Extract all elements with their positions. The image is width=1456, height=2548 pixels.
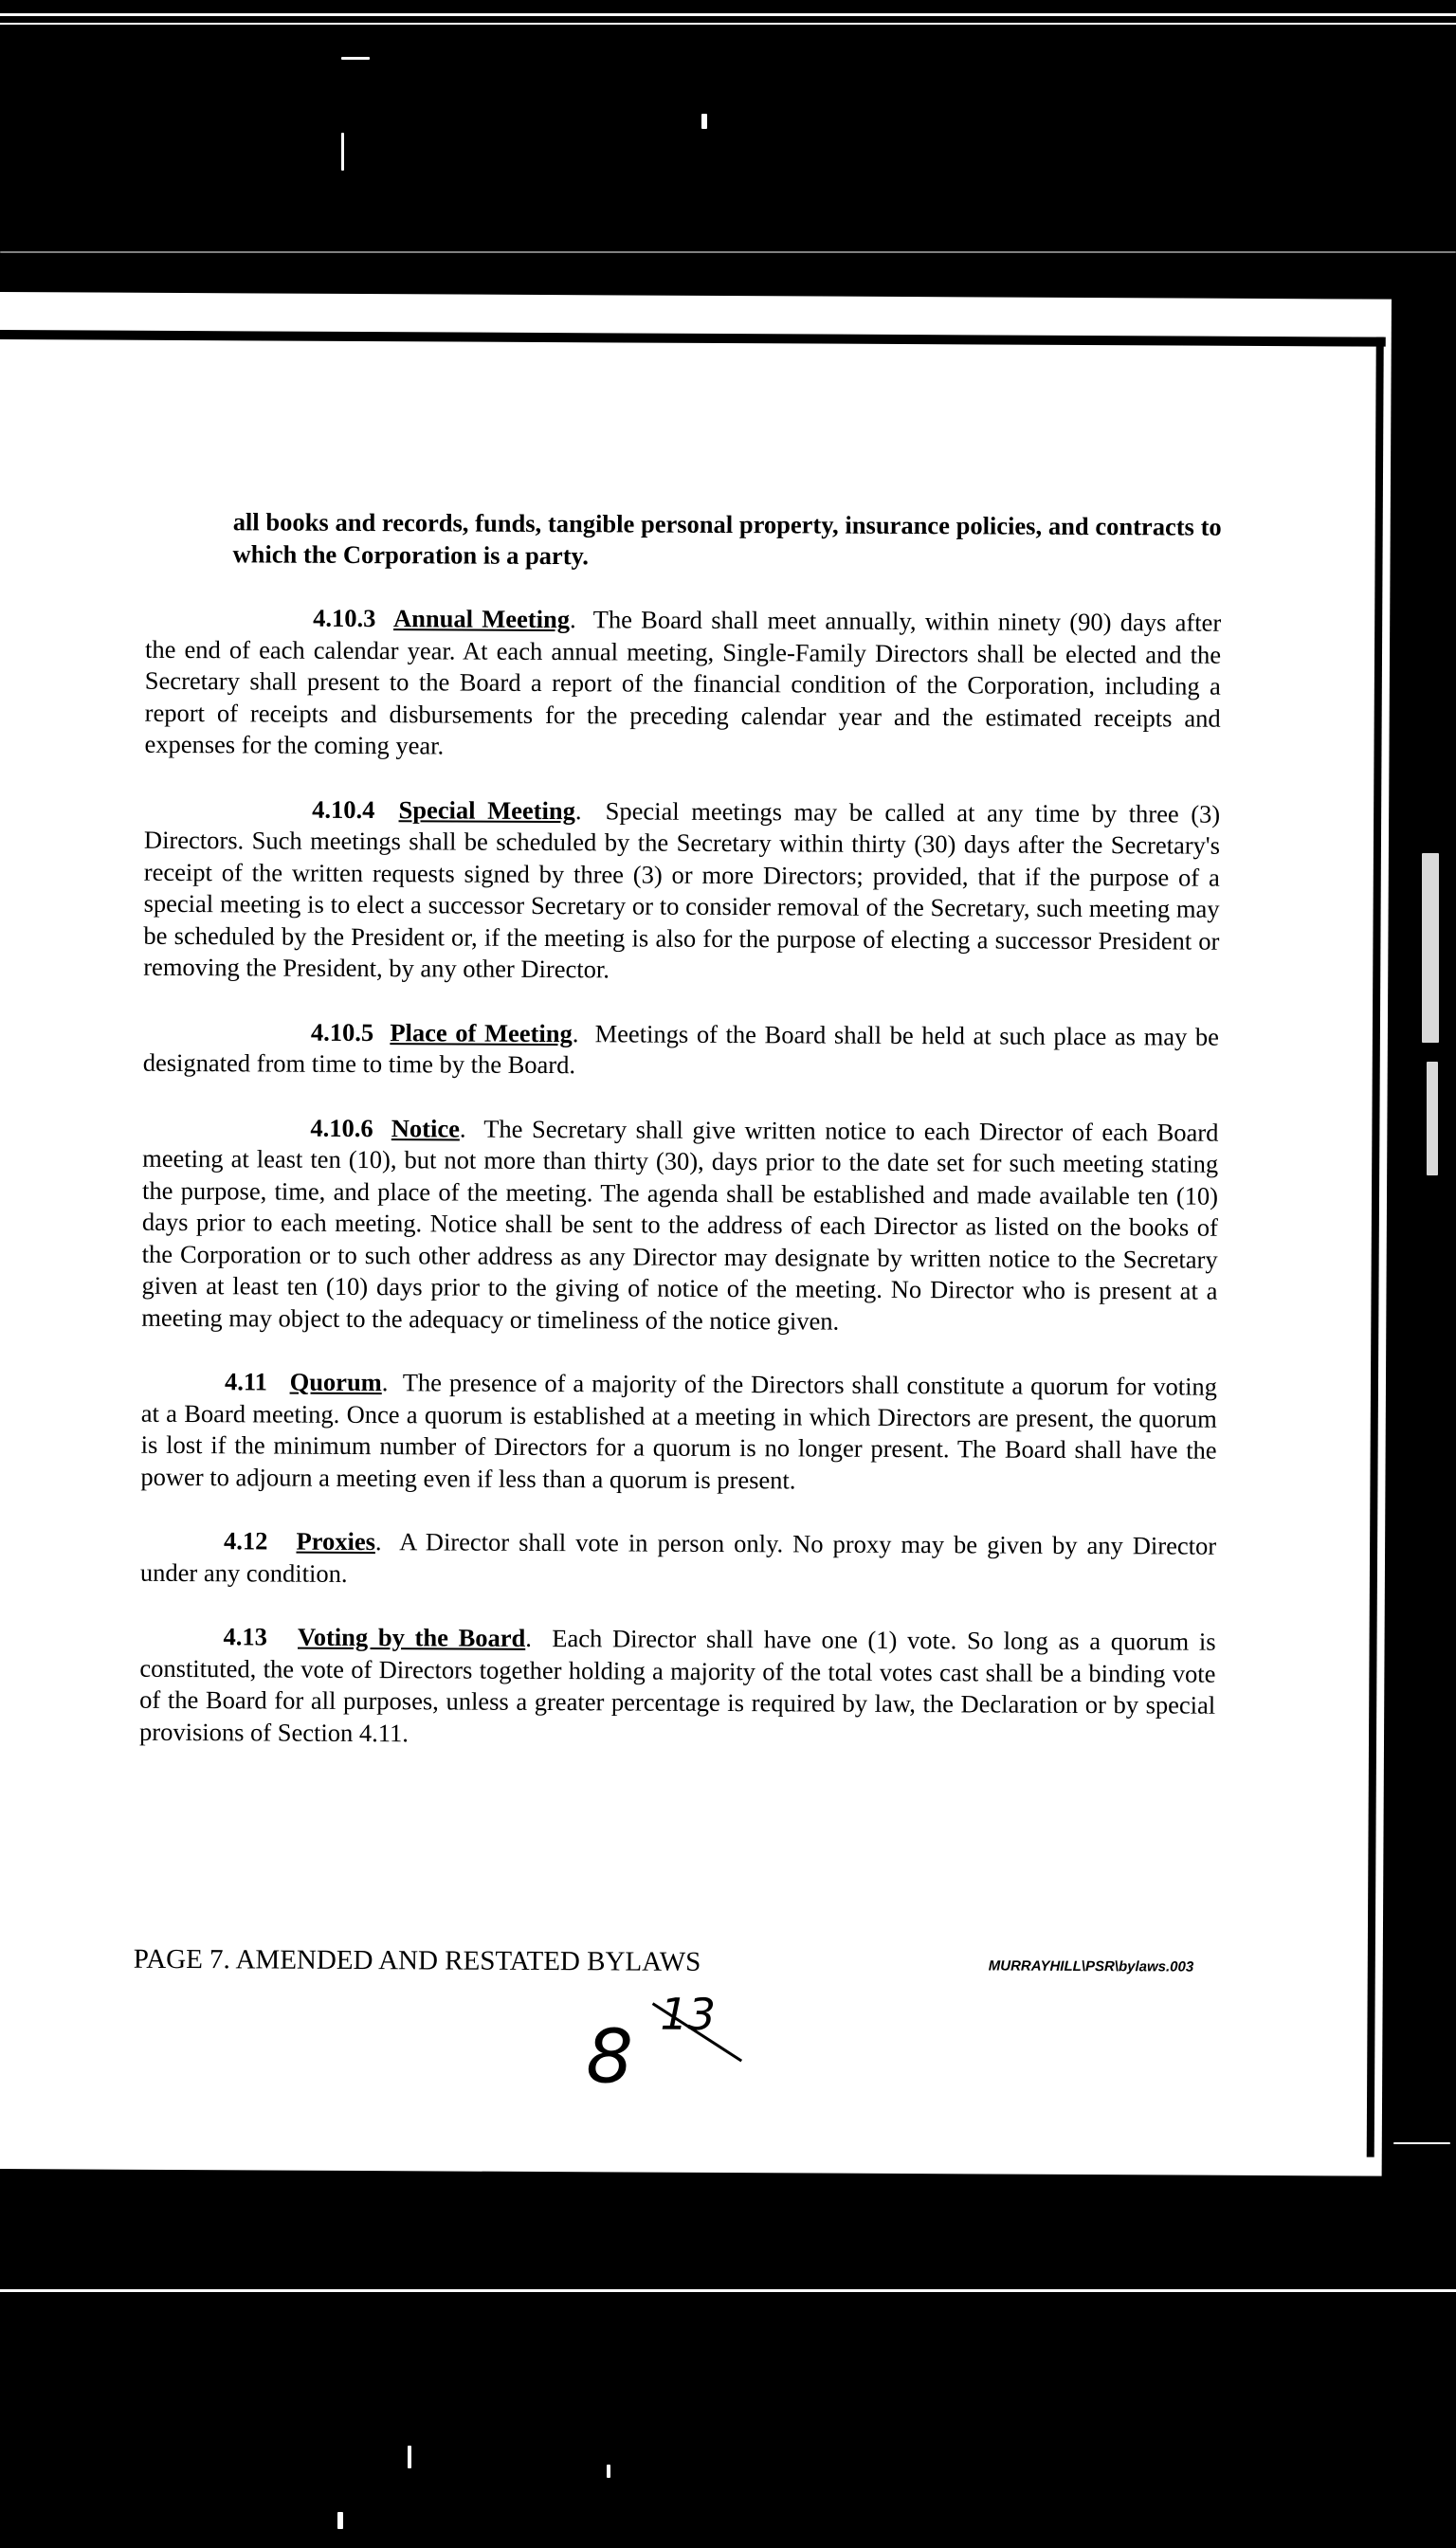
section-4-13: 4.13 Voting by the Board. Each Director shall have one (1) vote. So long as a quorum is constituted, the vote of Directors together holding a majority of the total votes cast shall be a binding vote of the Board for all purposes, unless a greater percentage is required by law, the Declaration or by special provisions of Section 4.11. [138,1622,1216,1747]
section-4-10-3: 4.10.3 Annual Meeting. The Board shall meet annually, within ninety (90) days after the end of each calendar year. At each annual meeting, Single-Family Directors shall be elected and the Secretary shall present to the Board a report of the financial condition of the Corporation, including a report of receipts and disbursements for the preceding calendar year and the estimated receipts and expenses for the coming year. [144,603,1222,760]
scan-speck [1393,2142,1450,2144]
scan-speck [337,2512,343,2529]
scan-speck [408,2446,411,2468]
section-number: 4.10.5 [310,1017,374,1046]
handwritten-page: 8 [586,2014,634,2101]
section-4-10-5: 4.10.5 Place of Meeting. Meetings of the Board shall be held at such place as may be designated from time to time by the Board. [142,1017,1220,1080]
scan-speck [341,133,344,171]
section-number: 4.12 [224,1526,268,1556]
section-number: 4.10.3 [313,603,376,633]
page-top-shadow [0,330,1386,347]
scan-speck [701,114,707,129]
section-number: 4.13 [223,1622,268,1651]
section-heading: Place of Meeting [390,1017,573,1047]
scan-top-rule [0,13,1456,16]
section-heading: Proxies [296,1526,376,1556]
section-heading: Quorum [289,1367,382,1397]
section-body: Special meetings may be called at any time by three (3) Directors. Such meetings shall be scheduled by the Secretary within thirty (30) days after the Secretary's receipt of the written requests signed by three (3) or more Directors; provided, that if the purpose of a special meeting is to elect a successor Secretary or to consider removal of the Secretary, such meeting may be scheduled by the President or, if the meeting is also for the purpose of electing a successor President or removing the President, by any other Director. [143,795,1221,984]
section-body: The presence of a majority of the Directors shall constitute a quorum for voting at a Board meeting. Once a quorum is established at a meeting in which Directors are present, the quorum is lost if the minimum number of Directors for a quorum is no longer present. The Board shall have the power to adjourn a meeting even if less than a quorum is present. [140,1368,1218,1494]
section-number: 4.10.6 [310,1113,373,1142]
section-4-10-6: 4.10.6 Notice. The Secretary shall give written notice to each Director of each Board meeting at least ten (10), but not more than thirty (30), days prior to the date set for such meeting stating the purpose, time, and place of the meeting. The agenda shall be established and made available ten (10) days prior to each meeting. Notice shall be sent to the address of each Director as listed on the books of the Corporation or to such other address as any Director may designate by written notice to the Secretary given at least ten (10) days prior to the giving of notice of the meeting. No Director who is present at a meeting may object to the adequacy or timeliness of the notice given. [141,1113,1219,1336]
section-heading: Annual Meeting [392,604,571,634]
section-number: 4.10.4 [312,794,375,824]
section-number: 4.11 [224,1367,267,1396]
scan-speck [607,2465,610,2478]
section-body: Each Director shall have one (1) vote. So long as a quorum is constituted, the vote of Directors together holding a majority of the total votes cast shall be a binding vote of the Board for all purposes, unless a greater percentage is required by law, the Declaration or by special provisions of Section 4.11. [138,1624,1216,1747]
scan-top-rule-2 [0,23,1456,25]
document-page [0,292,1392,2176]
handwritten-total: 13 [660,1988,717,2040]
scan-speck [0,251,1456,253]
section-body: The Board shall meet annually, within ninety (90) days after the end of each calendar year. At each annual meeting, Single-Family Directors shall be elected and the Secretary shall present to the Board a report of the financial condition of the Corporation, including a report of receipts and disbursements for the preceding calendar year and the estimated receipts and expenses for the coming year. [144,605,1222,760]
scan-speck [341,57,370,60]
section-body: The Secretary shall give written notice to each Director of each Board meeting at least ten (10), but not more than thirty (30), days prior to the date set for such meeting stating the purpose, time, and place of the meeting. The agenda shall be established and made available ten (10) days prior to each meeting. Notice shall be sent to the address of each Director as listed on the books of the Corporation or to such other address as any Director may designate by written notice to the Secretary given at least ten (10) days prior to the giving of notice of the meeting. No Director who is present at a meeting may object to the adequacy or timeliness of the notice given. [141,1114,1219,1336]
page-right-shadow [1367,337,1384,2157]
scan-speck [1427,1062,1438,1175]
section-body: Meetings of the Board shall be held at such place as may be designated from time to time by the Board. [142,1018,1220,1080]
strike-mark-icon [578,1988,769,2106]
paragraph-continuation: all books and records, funds, tangible personal property, insurance policies, and contracts to which the Corporation is a party. [232,507,1222,570]
section-heading: Voting by the Board [297,1622,526,1652]
section-4-10-4: 4.10.4 Special Meeting. Special meetings may be called at any time by three (3) Directors. Such meetings shall be scheduled by the Secretary within thirty (30) days after the Secretary's receipt of the written requests signed by three (3) or more Directors; provided, that if the purpose of a special meeting is to elect a successor Secretary or to consider removal of the Secretary, such meeting may be scheduled by the President or, if the meeting is also for the purpose of electing a successor President or removing the President, by any other Director. [143,794,1221,984]
page-footer-title: PAGE 7. AMENDED AND RESTATED BYLAWS [133,1943,701,1977]
section-4-11: 4.11 Quorum. The presence of a majority of the Directors shall constitute a quorum for voting at a Board meeting. Once a quorum is established at a meeting in which Directors are present, the quorum is lost if the minimum number of Directors for a quorum is no longer present. The Board shall have the power to adjourn a meeting even if less than a quorum is present. [140,1367,1218,1494]
handwritten-page-number [578,1988,769,2106]
section-heading: Special Meeting [398,794,575,825]
file-path-label: MURRAYHILL\PSR\bylaws.003 [988,1957,1194,1975]
section-4-12: 4.12 Proxies. A Director shall vote in person only. No proxy may be given by any Director under any condition. [139,1526,1217,1588]
document-body [139,506,1222,1786]
section-heading: Notice [391,1113,461,1143]
section-body: A Director shall vote in person only. No proxy may be given by any Director under any condition. [139,1527,1217,1588]
scan-speck [1422,853,1439,1043]
scan-bottom-rule [0,2289,1456,2292]
